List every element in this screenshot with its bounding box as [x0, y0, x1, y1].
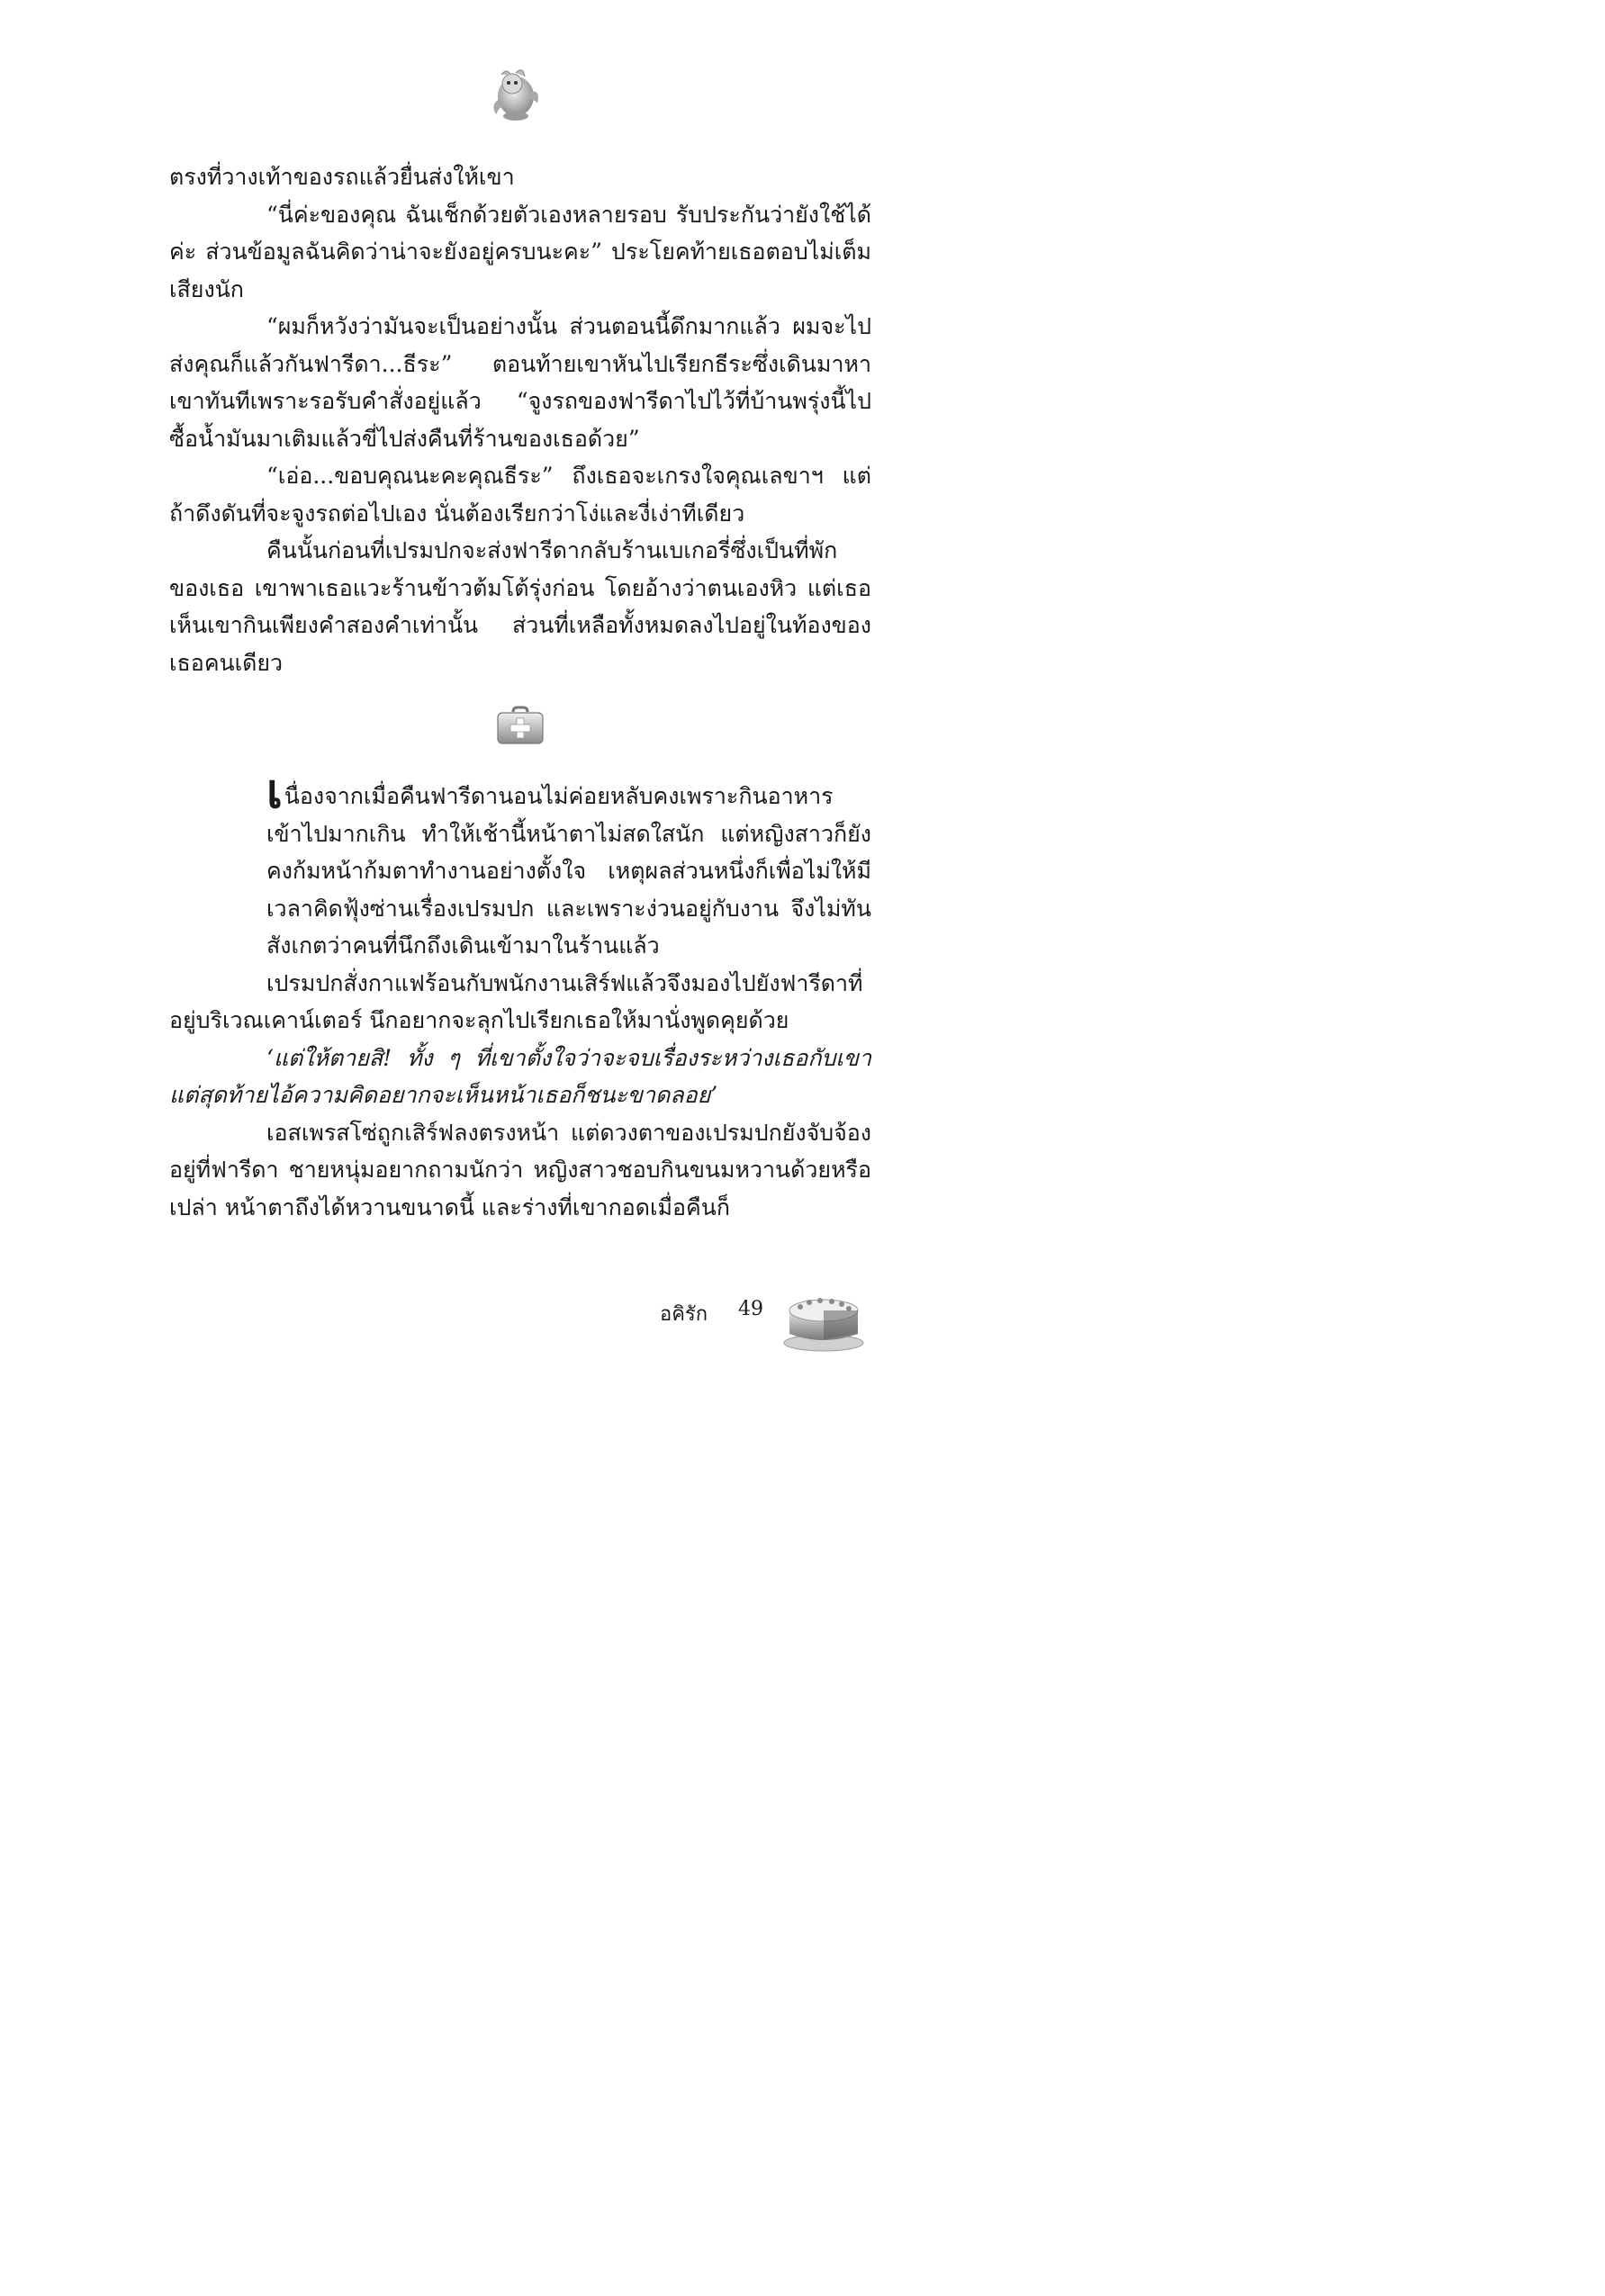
dragon-ornament-icon — [489, 66, 543, 123]
paragraph: “นี่ค่ะของคุณ ฉันเช็กด้วยตัวเองหลายรอบ รับประกันว่ายังใช้ได้ค่ะ ส่วนข้อมูลฉันคิดว่าน่าจะยังอยู่ครบนะคะ” ประโยคท้ายเธอตอบไม่เต็มเสียงนัก — [169, 201, 871, 302]
paragraph: “เอ่อ...ขอบคุณนะคะคุณธีระ” ถึงเธอจะเกรงใจคุณเลขาฯ แต่ถ้าดึงดันที่จะจูงรถต่อไปเอง นั่นต้องเรียกว่าโง่และงี่เง่าทีเดียว — [169, 463, 871, 527]
book-page — [0, 0, 1008, 1440]
page-footer — [0, 1287, 1008, 1368]
paragraph: ตรงที่วางเท้าของรถแล้วยื่นส่งให้เขา — [169, 164, 515, 190]
paragraph: เปรมปกสั่งกาแฟร้อนกับพนักงานเสิร์ฟแล้วจึงมองไปยังฟารีดาที่อยู่บริเวณเคาน์เตอร์ นึกอยากจะลุกไปเรียกเธอให้มานั่งพูดคุยด้วย — [169, 969, 863, 1033]
paragraph: คืนนั้นก่อนที่เปรมปกจะส่งฟารีดากลับร้านเบเกอรี่ซึ่งเป็นที่พักของเธอ เขาพาเธอแวะร้านข้าวต้มโต้รุ่งก่อน โดยอ้างว่าตนเองหิว แต่เธอเห็นเขากินเพียงคำสองคำเท่านั้น ส่วนที่เหลือทั้งหมดลงไปอยู่ในท้องของเธอคนเดียว — [169, 537, 871, 676]
paragraph: ‘แต่ให้ตายสิ! ทั้ง ๆ ที่เขาตั้งใจว่าจะจบเรื่องระหว่างเธอกับเขาแต่สุดท้ายไอ้ความคิดอยากจะเห็นหน้าเธอก็ชนะขาดลอย’ — [169, 1044, 871, 1108]
page-body — [169, 158, 871, 1226]
first-aid-kit-icon — [495, 705, 546, 746]
page-number: 49 — [738, 1298, 763, 1320]
chapter-section-opening — [169, 764, 871, 965]
paragraph: “ผมก็หวังว่ามันจะเป็นอย่างนั้น ส่วนตอนนี้ดึกมากแล้ว ผมจะไปส่งคุณก็แล้วกันฟารีดา...ธีระ” ตอนท้ายเขาหันไปเรียกธีระซึ่งเดินมาหาเขาทันทีเพราะรอรับคำสั่งอยู่แล้ว “จูงรถของฟารีดาไปไว้ที่บ้านพรุ่งนี้ไปซื้อน้ำมันมาเติมแล้วขี่ไปส่งคืนที่ร้านของเธอด้วย” — [169, 313, 871, 452]
book-title: อคิรัก — [660, 1303, 708, 1326]
drop-cap: เ — [266, 764, 283, 819]
cake-icon — [782, 1287, 865, 1352]
paragraph: เอสเพรสโซ่ถูกเสิร์ฟลงตรงหน้า แต่ดวงตาของเปรมปกยังจับจ้องอยู่ที่ฟารีดา ชายหนุ่มอยากถามนักว่า หญิงสาวชอบกินขนมหวานด้วยหรือเปล่า หน้าตาถึงได้หวานขนาดนี้ และร่างที่เขากอดเมื่อคืนก็ — [169, 1119, 871, 1220]
opening-text: นื่องจากเมื่อคืนฟารีดานอนไม่ค่อยหลับคงเพราะกินอาหารเข้าไปมากเกิน ทำให้เช้านี้หน้าตาไม่สดใสนัก แต่หญิงสาวก็ยังคงก้มหน้าก้มตาทำงานอย่างตั้งใจ เหตุผลส่วนหนึ่งก็เพื่อไม่ให้มีเวลาคิดฟุ้งซ่านเรื่องเปรมปก และเพราะง่วนอยู่กับงาน จึงไม่ทันสังเกตว่าคนที่นึกถึงเดินเข้ามาในร้านแล้ว — [266, 783, 871, 959]
